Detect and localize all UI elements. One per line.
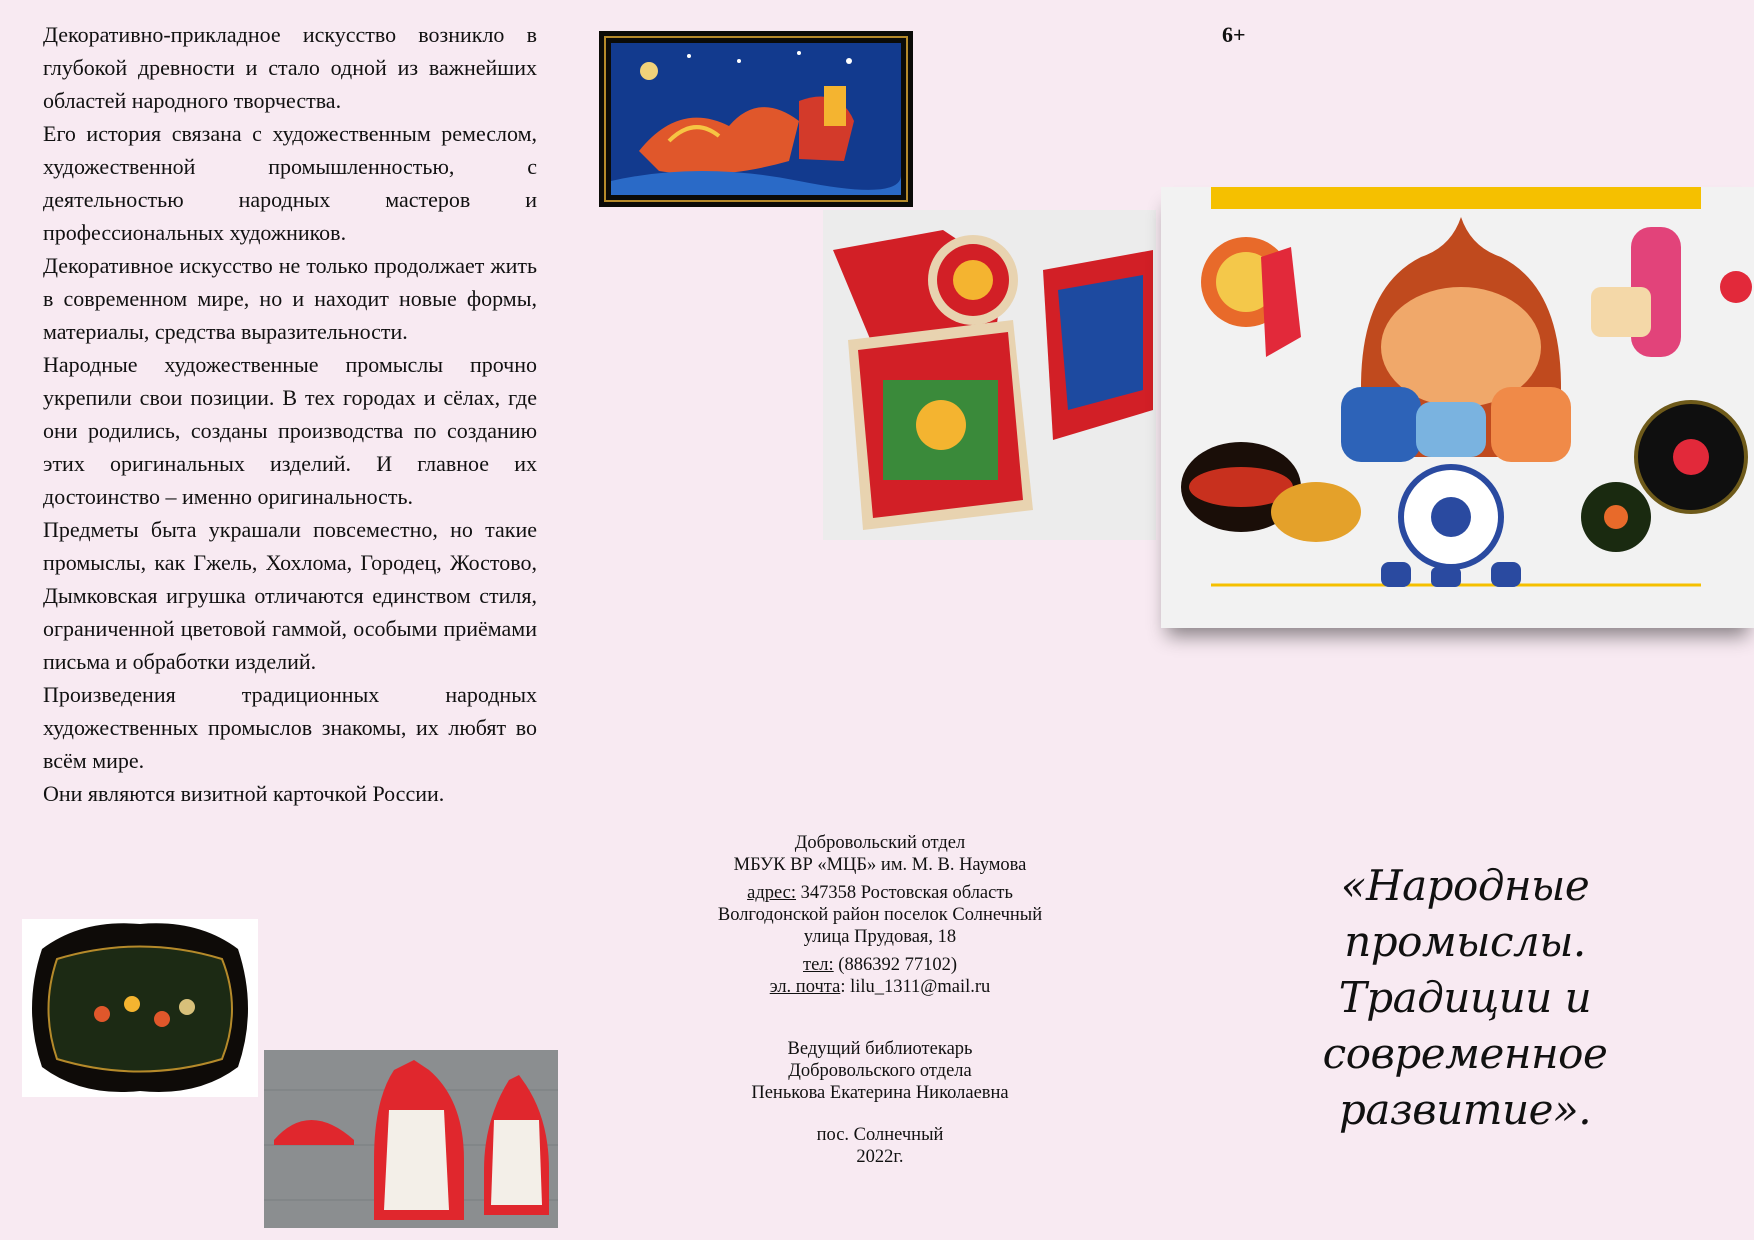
intro-paragraph: Декоративное искусство не только продолжает жить в современном мире, но и находит новые формы, материалы, средства выразительности. bbox=[43, 253, 537, 344]
contact-info bbox=[660, 832, 1100, 1174]
org-line-2: МБУК ВР «МЦБ» им. М. В. Наумова bbox=[733, 855, 1027, 875]
title-line-1: «Народные промыслы. bbox=[1340, 861, 1590, 966]
email-label: эл. почта bbox=[769, 977, 841, 997]
intro-paragraph: Предметы быта украшали повсеместно, но такие промыслы, как Гжель, Хохлома, Городец, Жостово, Дымковская игрушка отличаются единством стиля, ограниченной цветовой гаммой, особыми приёмами письма и обработки изделий. bbox=[43, 517, 537, 674]
intro-paragraph: Они являются визитной карточкой России. bbox=[43, 781, 445, 806]
address-line-2: Волгодонской район поселок Солнечный bbox=[717, 905, 1043, 925]
address-line-3: улица Прудовая, 18 bbox=[803, 927, 957, 947]
age-rating: 6+ bbox=[1222, 22, 1246, 47]
phone-value: (886392 77102) bbox=[838, 955, 957, 975]
address-line-1: 347358 Ростовская область bbox=[800, 883, 1013, 903]
author-role-line-2: Добровольского отдела bbox=[788, 1061, 972, 1081]
place: пос. Солнечный bbox=[816, 1125, 944, 1145]
author-role-line-1: Ведущий библиотекарь bbox=[787, 1039, 973, 1059]
intro-paragraph: Произведения традиционных народных художественных промыслов знакомы, их любят во всём мире. bbox=[43, 682, 537, 773]
address-label: адрес: bbox=[747, 883, 797, 903]
intro-paragraph: Народные художественные промыслы прочно укрепили свои позиции. В тех городах и сёлах, где они родились, созданы производства по созданию этих оригинальных изделий. И главное их достоинство – именно оригинальность. bbox=[43, 352, 537, 509]
title-line-3: современное развитие». bbox=[1322, 1029, 1608, 1134]
intro-text-column bbox=[43, 18, 537, 810]
email-value[interactable]: : lilu_1311@mail.ru bbox=[840, 977, 991, 997]
year: 2022г. bbox=[856, 1147, 904, 1167]
author-name: Пенькова Екатерина Николаевна bbox=[751, 1083, 1009, 1103]
brochure-title bbox=[1230, 858, 1700, 1138]
palekh-lacquer-box-image bbox=[599, 31, 913, 207]
lacquer-tray-image bbox=[22, 919, 258, 1097]
title-line-2: Традиции и bbox=[1338, 973, 1592, 1022]
org-line-1: Добровольский отдел bbox=[794, 833, 966, 853]
intro-paragraph: Его история связана с художественным ремеслом, художественной промышленностью, с деятельностью народных мастеров и профессиональных художников. bbox=[43, 121, 537, 245]
folk-crafts-collage-image bbox=[1161, 187, 1754, 628]
intro-paragraph: Декоративно-прикладное искусство возникло в глубокой древности и стало одной из важнейших областей народного творчества. bbox=[43, 22, 537, 113]
painted-boards-wood-image bbox=[264, 1050, 558, 1228]
phone-label: тел: bbox=[803, 955, 834, 975]
painted-cutting-board-image bbox=[823, 210, 1156, 540]
